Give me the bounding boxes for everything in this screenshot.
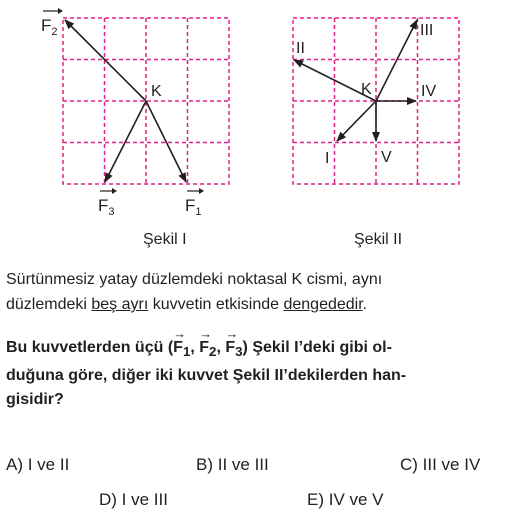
vector-iii (376, 20, 417, 101)
option-c[interactable]: C) III ve IV (400, 455, 481, 474)
label-iv: IV (421, 83, 437, 100)
question-bold-line-1: Bu kuvvetlerden üçü (→ $F_1$, → $F_2$, → $F_3$) Şekil I’deki gibi ol- (6, 336, 506, 364)
label-f3 (98, 188, 117, 218)
svg-text:F1: $F_1$ (185, 196, 202, 218)
option-d[interactable]: D) I ve III (99, 490, 168, 509)
option-a[interactable]: A) I ve II (6, 455, 70, 474)
question-bold-line-3: gisidir? (6, 391, 64, 409)
vectors-figure-2 (294, 20, 417, 141)
underlined-five-forces: beş ayrı (91, 296, 149, 313)
caption-figure-1: Şekil I (143, 231, 187, 248)
option-b[interactable]: B) II ve III (196, 455, 269, 474)
question-bold (6, 336, 506, 412)
question-bold-line-2: duğuna göre, diğer iki kuvvet Şekil II’dekilerden han- (6, 367, 407, 385)
underlined-equilibrium: dengededir (283, 296, 363, 313)
label-f1 (185, 188, 204, 218)
question-line-1: Sürtünmesiz yatay düzlemdeki noktasal K cismi, aynı (6, 271, 383, 288)
vector-f1 (146, 101, 186, 182)
svg-text:F2: $F_2$ (41, 16, 58, 38)
vectors-figure-1 (65, 20, 186, 182)
caption-figure-2: Şekil II (354, 231, 403, 248)
question-line-2: düzlemdeki beş ayrı kuvvetin etkisinde dengededir. (6, 296, 368, 313)
label-f2 (41, 8, 63, 38)
vector-i (337, 101, 376, 141)
vector-f2 (65, 20, 146, 101)
label-iii: III (420, 22, 434, 39)
option-e[interactable]: E) IV ve V (307, 490, 384, 509)
point-k-label-1: K (151, 83, 162, 100)
svg-text:F3: $F_3$ (98, 196, 115, 218)
vector-f3 (105, 101, 146, 182)
label-ii: II (296, 40, 305, 57)
label-i: I (325, 150, 330, 167)
label-v: V (381, 149, 392, 166)
point-k-label-2: K (361, 81, 372, 98)
question-text (6, 267, 506, 317)
